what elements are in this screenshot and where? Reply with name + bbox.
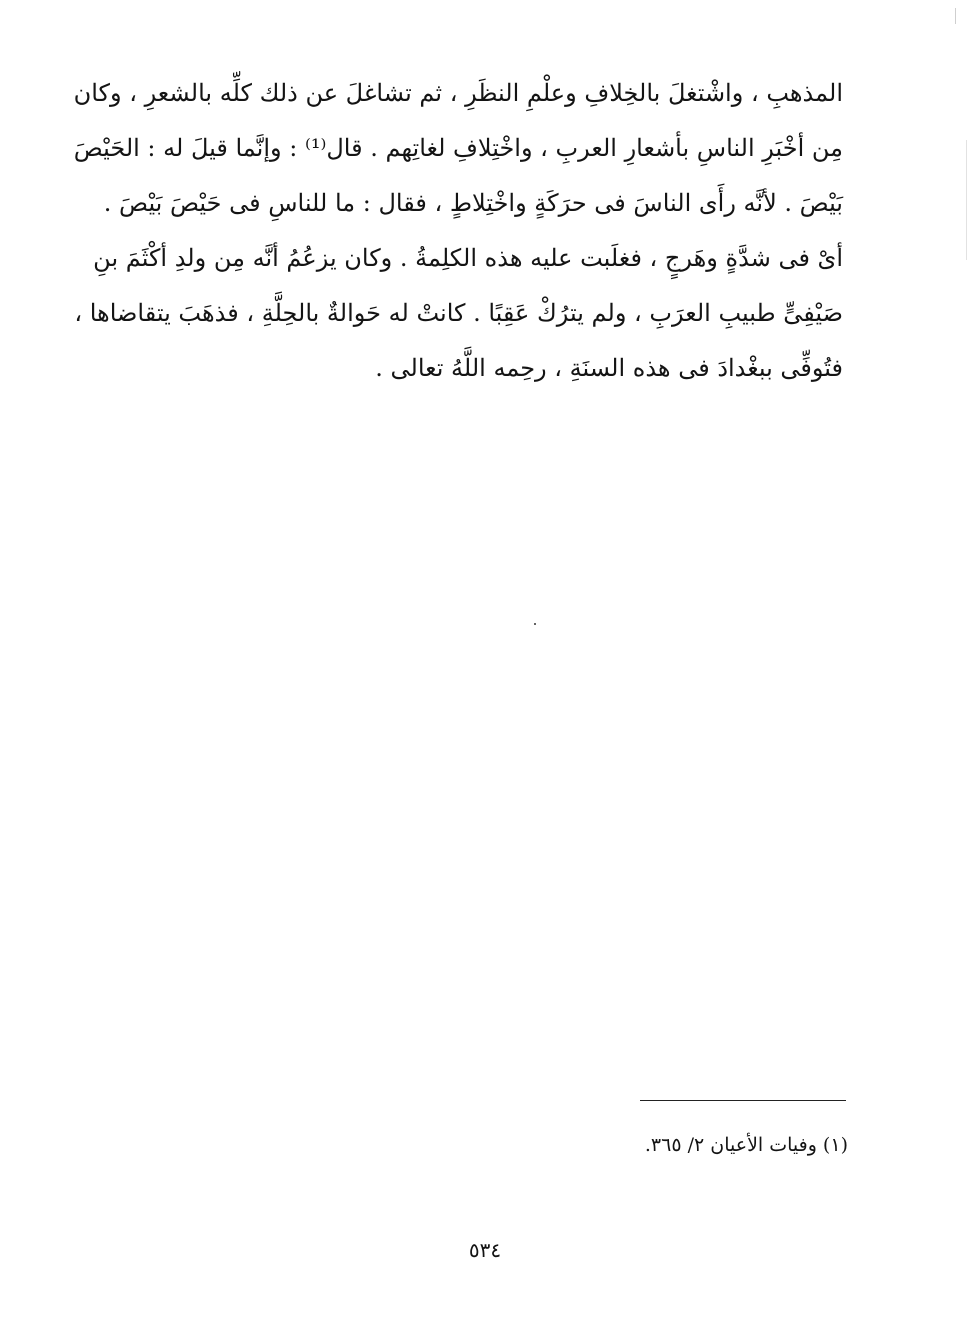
text-line-6: فتُوفِّى ببغْدادَ فى هذه السنَةِ ، رحِمه اللَّهُ تعالى .: [375, 354, 843, 382]
text-line-5: صَيْفِىٍّ طبيبِ العرَبِ ، ولم يترُكْ عَقِبًا . كانتْ له حَوالةٌ بالحِلَّةِ ، فذهَبَ يتقاضاها ،: [74, 299, 843, 327]
scan-edge-shadow: [966, 140, 967, 260]
main-text-block: [73, 66, 843, 396]
text-line-3: بَيْصَ . لأنَّه رأَى الناسَ فى حرَكَةٍ واخْتِلاطٍ ، فقال : ما للناسِ فى حَيْصَ بَيْصَ .: [103, 189, 843, 217]
scan-speck: [534, 623, 536, 625]
text-line-4: أىْ فى شدَّةٍ وهَرجٍ ، فغلَبت عليه هذه الكلِمةُ . وكان يزعُمُ أنَّه مِن ولدِ أكْثَمَ بنِ: [93, 244, 843, 272]
page-number: ٥٣٤: [468, 1238, 502, 1262]
text-line-1: المذهبِ ، واشْتغلَ بالخِلافِ وعلْمِ النظَرِ ، ثم تشاغلَ عن ذلك كلِّه بالشعرِ ، وكان: [73, 79, 843, 107]
footnote: (١) وفيات الأعيان ٢/ ٣٦٥.: [644, 1134, 848, 1156]
footnote-separator: [640, 1100, 846, 1101]
text-line-2: مِن أخْبَرِ الناسِ بأشعارِ العربِ ، واخْتِلافِ لغاتِهم . قال⁽¹⁾ : وإنَّما قيلَ له : الحَيْصَ: [73, 134, 843, 162]
scan-edge-mark: [955, 8, 956, 24]
